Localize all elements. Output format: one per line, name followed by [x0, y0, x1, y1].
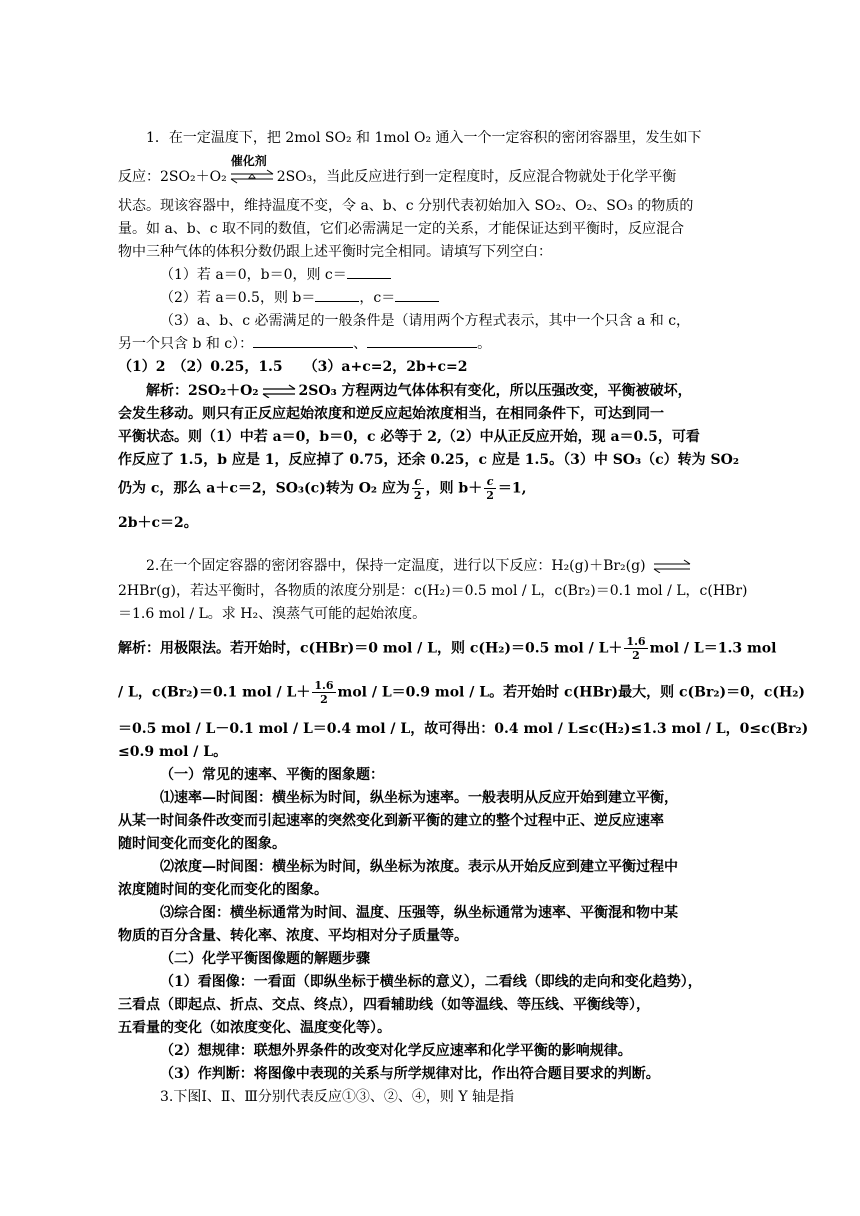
q2-explain-2a: / L，c(Br₂)＝0.1 mol / L＋ [118, 684, 311, 701]
q1-sub-3: （3）a、b、c 必需满足的一般条件是（请用两个方程式表示，其中一个只含 a 和 c， [160, 313, 691, 329]
sec1-p2-line-1: ⑵浓度—时间图：横坐标为时间，纵坐标为浓度。表示从开始反应到建立平衡过程中 [160, 859, 678, 875]
q1-sub-4-text-c: 。 [477, 336, 492, 352]
sec2-p2: （2）想规律：联想外界条件的改变对化学反应速率和化学平衡的影响规律。 [160, 1043, 632, 1059]
q2-explain-2b: mol / L＝0.9 mol / L。若开始时 c(HBr)最大，则 c(Br₂)＝0，c(H₂) [337, 684, 806, 701]
q1-explain-3: 平衡状态。则（1）中若 a＝0，b＝0，c 必等于 2,（2）中从正反应开始，现 a＝0.5，可看 [118, 429, 700, 445]
sec1-p2-line-2: 浓度随时间的变化而变化的图象。 [118, 882, 328, 898]
sec2-p1-line-3: 五看量的变化（如浓度变化、温度变化等）。 [118, 1020, 391, 1036]
sec1-p3-line-2: 物质的百分含量、转化率、浓度、平均相对分子质量等。 [118, 928, 468, 944]
fraction-numerator: 1.6 [626, 635, 646, 648]
fraction-1.6-over-2 [624, 635, 647, 662]
q1-explain-1b: 2SO₃ 方程两边气体体积有变化，所以压强改变，平衡被破坏， [298, 383, 692, 399]
q2-line-2: 2HBr(g)，若达平衡时，各物质的浓度分别是：c(H₂)＝0.5 mol / L，c(Br₂)＝0.1 mol / L，c(HBr) [118, 583, 748, 599]
q1-line-4: 量。如 a、b、c 取不同的数值，它们必需满足一定的关系，才能保证达到平衡时，反应混合 [118, 221, 685, 237]
fraction-denominator: 2 [486, 489, 494, 502]
sec1-p3-line-1: ⑶综合图：横坐标通常为时间、温度、压强等，纵坐标通常为速率、平衡混和物中某 [160, 905, 678, 921]
q1-sub-2-text-b: ，c＝ [359, 290, 396, 306]
q2-explain-1 [118, 635, 776, 662]
section-2-title: （二）化学平衡图像题的解题步骤 [160, 951, 370, 967]
blank-c1 [347, 264, 391, 279]
blank-eq1 [253, 333, 353, 348]
fraction-numerator: c [412, 475, 424, 489]
fraction-numerator: 1.6 [314, 679, 334, 692]
q1-line-2 [118, 154, 677, 188]
blank-eq2 [367, 333, 477, 348]
q1-explain-5b: ，则 b＋ [425, 480, 483, 497]
q1-reaction-left: 反应：2SO₂＋O₂ [118, 169, 227, 185]
q1-reaction-right: 2SO₃，当此反应进行到一定程度时，反应混合物就处于化学平衡 [276, 169, 677, 185]
blank-c2 [395, 287, 439, 302]
q2-explain-2 [118, 679, 805, 706]
q2-explain-4: ≤0.9 mol / L。 [118, 744, 228, 760]
q2-explain-1b: mol / L＝1.3 mol [649, 640, 777, 657]
q1-line-3: 状态。现该容器中，维持温度不变，令 a、b、c 分别代表初始加入 SO₂、O₂、SO₃ 的物质的 [118, 198, 694, 214]
q1-sub-4 [118, 333, 491, 355]
q1-explain-1a: 解析：2SO₂＋O₂ [146, 383, 259, 399]
q1-explain-5 [118, 475, 527, 502]
q2-line-3: ＝1.6 mol / L。求 H₂、溴蒸气可能的起始浓度。 [118, 606, 427, 622]
q1-explain-6: 2b＋c＝2。 [118, 515, 198, 531]
q2-line-1 [146, 555, 692, 577]
fraction-c-over-2 [484, 475, 496, 502]
sec2-p3: （3）作判断：将图像中表现的关系与所学规律对比，作出符合题目要求的判断。 [160, 1066, 660, 1082]
fraction-numerator: c [484, 475, 496, 489]
equilibrium-arrow-icon [652, 559, 692, 573]
sec2-p1-line-1: （1）看图像：一看面（即纵坐标于横坐标的意义），二看线（即线的走向和变化趋势）， [160, 974, 702, 990]
q1-explain-5a: 仍为 c，那么 a＋c＝2，SO₃(c)转为 O₂ 应为 [118, 480, 410, 497]
fraction-denominator: 2 [320, 693, 328, 706]
q1-sub-4-text-a: 另一个只含 b 和 c）： [118, 336, 254, 352]
q1-explain-4: 作反应了 1.5，b 应是 1，反应掉了 0.75，还余 0.25，c 应是 1.5。（3）中 SO₃（c）转为 SO₂ [118, 452, 739, 468]
sec1-p1-line-1: ⑴速率—时间图：横坐标为时间，纵坐标为速率。一般表明从反应开始到建立平衡， [160, 790, 678, 806]
sec2-p1-line-2: 三看点（即起点、折点、交点、终点），四看辅助线（如等温线、等压线、平衡线等）， [118, 997, 650, 1013]
q2-explain-1a: 解析：用极限法。若开始时，c(HBr)＝0 mol / L，则 c(H₂)＝0.5 mol / L＋ [118, 640, 623, 657]
catalyst-equilibrium-arrow [229, 154, 275, 188]
fraction-denominator: 2 [413, 489, 422, 502]
q2-line-1a: 2.在一个固定容器的密闭容器中，保持一定温度，进行以下反应：H₂(g)＋Br₂(g) [146, 558, 646, 574]
q1-explain-1 [146, 380, 692, 402]
q1-sub-1 [160, 264, 391, 286]
sec1-p1-line-3: 随时间变化而变化的图象。 [118, 836, 286, 852]
section-1-title: （一）常见的速率、平衡的图象题： [160, 767, 384, 783]
catalyst-label: 催化剂 [230, 154, 267, 168]
equilibrium-arrow-icon [261, 384, 297, 398]
sec1-p1-line-2: 从某一时间条件改变而引起速率的突然变化到新平衡的建立的整个过程中正、逆反应速率 [118, 813, 664, 829]
blank-b2 [315, 287, 359, 302]
q1-sub-4-text-b: 、 [353, 336, 368, 352]
q1-sub-1-text: （1）若 a＝0，b＝0，则 c＝ [160, 267, 347, 283]
q1-line-1: 1．在一定温度下，把 2mol SO₂ 和 1mol O₂ 通入一个一定容积的密闭容器里，发生如下 [146, 130, 702, 146]
q1-explain-2: 会发生移动。则只有正反应起始浓度和逆反应起始浓度相当，在相同条件下，可达到同一 [118, 406, 664, 422]
q3-line-1: 3.下图Ⅰ、Ⅱ、Ⅲ分别代表反应①③、②、④，则 Y 轴是指 [160, 1089, 515, 1105]
fraction-c-over-2 [412, 475, 424, 502]
fraction-denominator: 2 [632, 649, 640, 662]
q1-sub-2-text-a: （2）若 a＝0.5，则 b＝ [160, 290, 316, 306]
q1-explain-5c: ＝1, [497, 480, 527, 497]
q1-line-5: 物中三种气体的体积分数仍跟上述平衡时完全相同。请填写下列空白： [118, 244, 552, 260]
fraction-1.6-over-2 [312, 679, 335, 706]
q2-explain-3: ＝0.5 mol / L－0.1 mol / L＝0.4 mol / L，故可得出：0.4 mol / L≤c(H₂)≤1.3 mol / L，0≤c(Br₂) [118, 721, 809, 737]
q1-sub-2 [160, 287, 439, 309]
q1-answer: （1）2 （2）0.25，1.5 （3）a+c=2，2b+c=2 [118, 359, 468, 375]
